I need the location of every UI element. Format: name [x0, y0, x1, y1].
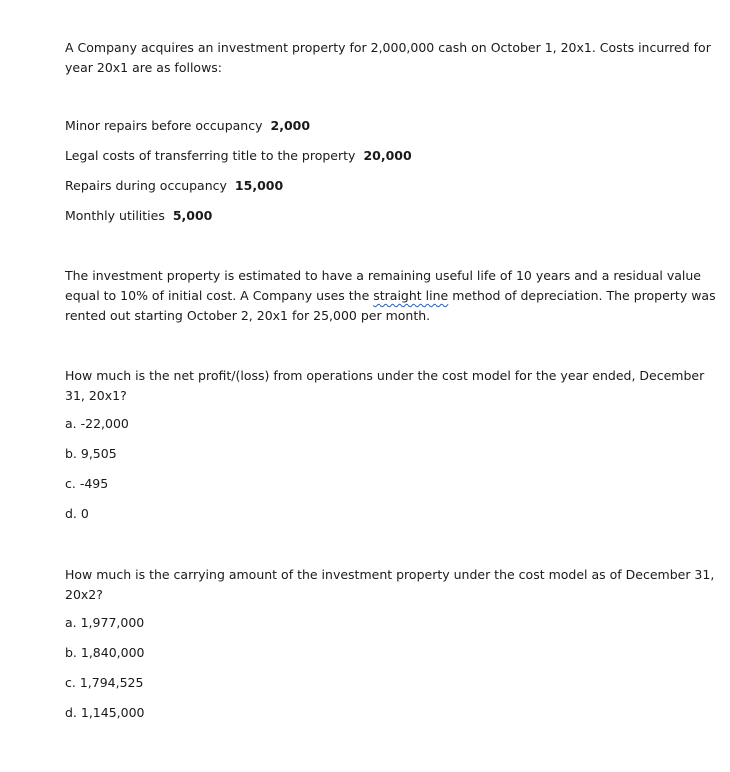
question-1-option: a. -22,000	[65, 416, 129, 431]
cost-item	[65, 146, 412, 166]
question-2-option: d. 1,145,000	[65, 705, 145, 720]
cost-label: Minor repairs before occupancy	[65, 118, 263, 133]
question-1-line-2: 31, 20x1?	[65, 388, 127, 403]
question-2-line-2: 20x2?	[65, 587, 103, 602]
cost-item	[65, 116, 310, 136]
cost-amount: 15,000	[234, 178, 284, 193]
cost-label: Monthly utilities	[65, 208, 165, 223]
description-line-3: rented out starting October 2, 20x1 for 25,000 per month.	[65, 308, 431, 323]
intro-line-2: year 20x1 are as follows:	[65, 60, 223, 75]
cost-amount: 2,000	[270, 118, 311, 133]
cost-item	[65, 176, 283, 196]
intro-line-1: A Company acquires an investment property for 2,000,000 cash on October 1, 20x1. Costs incurred for	[65, 40, 711, 55]
question-1-line-1: How much is the net profit/(loss) from operations under the cost model for the year ended, December	[65, 368, 705, 383]
question-1-option: b. 9,505	[65, 446, 117, 461]
question-2-line-1: How much is the carrying amount of the investment property under the cost model as of December 31,	[65, 567, 715, 582]
cost-amount: 20,000	[363, 148, 412, 163]
cost-amount: 5,000	[172, 208, 213, 223]
cost-label: Legal costs of transferring title to the property	[65, 148, 356, 163]
cost-item	[65, 206, 212, 226]
description-line-2	[65, 286, 716, 306]
question-2-option: b. 1,840,000	[65, 645, 145, 660]
description-line-1: The investment property is estimated to have a remaining useful life of 10 years and a residual value	[65, 268, 701, 283]
question-2-option: a. 1,977,000	[65, 615, 145, 630]
cost-label: Repairs during occupancy	[65, 178, 227, 193]
question-1-option: c. -495	[65, 476, 109, 491]
description-text: method of depreciation. The property was	[448, 288, 716, 303]
question-2-option: c. 1,794,525	[65, 675, 144, 690]
description-text: equal to 10% of initial cost. A Company uses the	[65, 288, 374, 303]
question-1-option: d. 0	[65, 506, 89, 521]
spellcheck-highlight: straight line	[373, 288, 449, 303]
